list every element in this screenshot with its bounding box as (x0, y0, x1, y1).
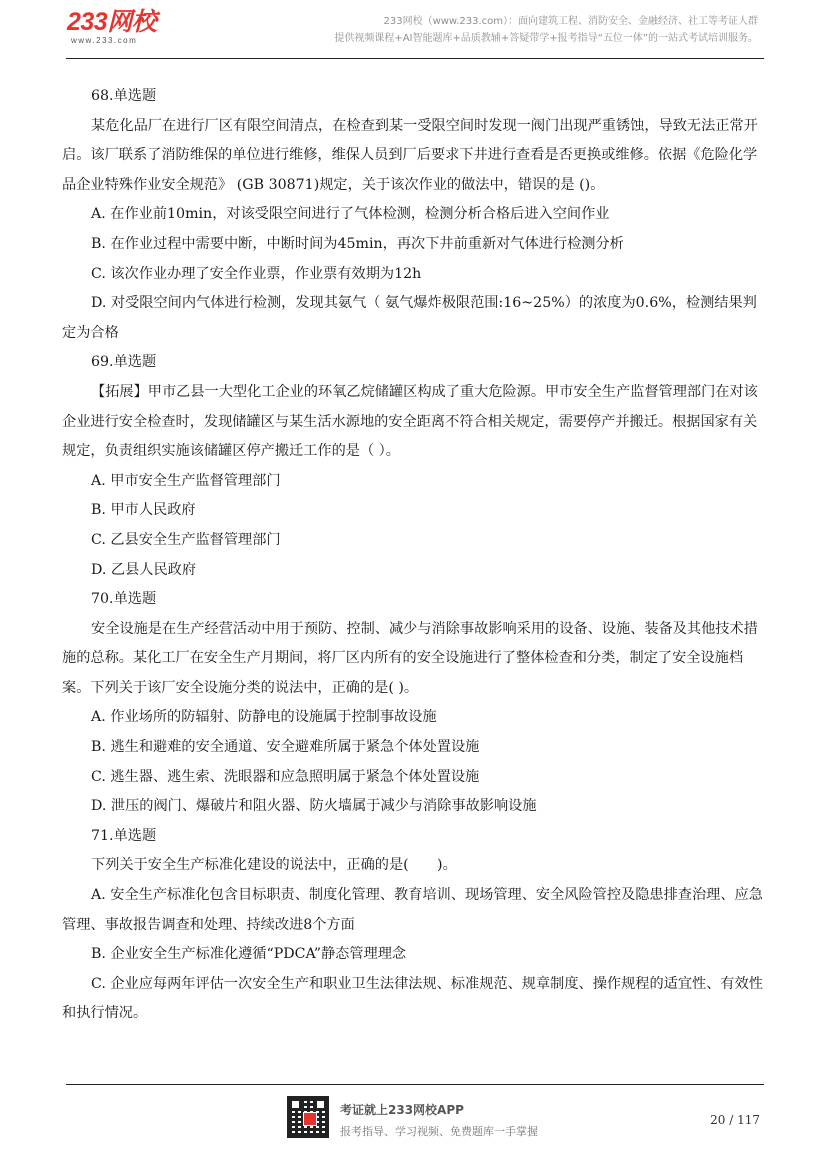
paragraph: 某危化品厂在进行厂区有限空间清点，在检查到某一受限空间时发现一阀门出现严重锈蚀，导致无法正常开启。该厂联系了消防维保的单位进行维修，维保人员到厂后要求下井进行查看是否更换或维修。依据《危险化学品企业特殊作业安全规范》 (GB 30871)规定，关于该次作业的做法中，错误的是 ()。 (62, 117, 758, 193)
qr-code-icon[interactable] (287, 1096, 329, 1138)
paragraph: C. 企业应每两年评估一次安全生产和职业卫生法律法规、标准规范、规章制度、操作规程的适宜性、有效性和执行情况。 (62, 975, 763, 1022)
paragraph: A. 安全生产标准化包含目标职责、制度化管理、教育培训、现场管理、安全风险管控及隐患排查治理、应急管理、事故报告调查和处理、持续改进8个方面 (62, 887, 763, 933)
header-line-2: 提供视频课程+AI智能题库+品质教辅+答疑带学+报考指导“五位一体”的一站式考试培训服务。 (334, 33, 758, 44)
header-description (334, 13, 758, 47)
paragraph: B. 在作业过程中需要中断，中断时间为45min，再次下井前重新对气体进行检测分析 (91, 235, 624, 252)
paragraph: B. 逃生和避难的安全通道、安全避难所属于紧急个体处置设施 (91, 739, 480, 756)
paragraph: 69.单选题 (91, 354, 157, 371)
page-header (0, 0, 830, 62)
paragraph: A. 作业场所的防辐射、防静电的设施属于控制事故设施 (91, 709, 437, 726)
paragraph: C. 逃生器、逃生索、洗眼器和应急照明属于紧急个体处置设施 (91, 768, 480, 785)
paragraph: D. 对受限空间内气体进行检测，发现其氨气（ 氨气爆炸极限范围:16~25%）的浓度为0.6%，检测结果判定为合格 (62, 295, 757, 341)
paragraph: A. 在作业前10min，对该受限空间进行了气体检测，检测分析合格后进入空间作业 (91, 206, 610, 223)
paragraph: 68.单选题 (91, 88, 157, 104)
footer-app-subtitle: 报考指导、学习视频、免费题库一手掌握 (340, 1125, 538, 1138)
paragraph: B. 企业安全生产标准化遵循“PDCA”静态管理理念 (91, 946, 407, 963)
paragraph: B. 甲市人民政府 (91, 502, 196, 519)
logo-text: 233网校 (67, 8, 157, 36)
paragraph: 安全设施是在生产经营活动中用于预防、控制、减少与消除事故影响采用的设备、设施、装备及其他技术措施的总称。某化工厂在安全生产月期间，将厂区内所有的安全设施进行了整体检查和分类，制定了安全设施档案。下列关于该厂安全设施分类的说法中，正确的是( )。 (62, 620, 758, 696)
paragraph: D. 乙县人民政府 (91, 561, 197, 578)
paragraph: 70.单选题 (91, 591, 157, 608)
paragraph: C. 该次作业办理了安全作业票，作业票有效期为12h (91, 265, 422, 282)
paragraph: 下列关于安全生产标准化建设的说法中，正确的是( )。 (91, 857, 457, 874)
qr-logo-icon (303, 1112, 317, 1126)
header-line-1: 233网校（www.233.com）：面向建筑工程、消防安全、金融经济、社工等考证人群 (383, 16, 758, 27)
logo-url: www.233.com (71, 36, 138, 45)
page-number: 20 / 117 (710, 1113, 760, 1127)
document-body (62, 82, 770, 1029)
paragraph: C. 乙县安全生产监督管理部门 (91, 531, 281, 548)
paragraph: D. 泄压的阀门、爆破片和阻火器、防火墙属于减少与消除事故影响设施 (91, 798, 537, 815)
paragraph: A. 甲市安全生产监督管理部门 (91, 472, 281, 489)
header-divider (66, 58, 764, 59)
paragraph: 71.单选题 (91, 827, 157, 844)
brand-logo[interactable] (67, 8, 156, 45)
footer-app-title: 考证就上233网校APP (340, 1103, 464, 1117)
paragraph: 【拓展】甲市乙县一大型化工企业的环氧乙烷储罐区构成了重大危险源。甲市安全生产监督管理部门在对该企业进行安全检查时，发现储罐区与某生活水源地的安全距离不符合相关规定，需要停产并搬迁。根据国家有关规定，负责组织实施该储罐区停产搬迁工作的是（ ）。 (62, 383, 758, 460)
footer-divider (66, 1084, 764, 1085)
